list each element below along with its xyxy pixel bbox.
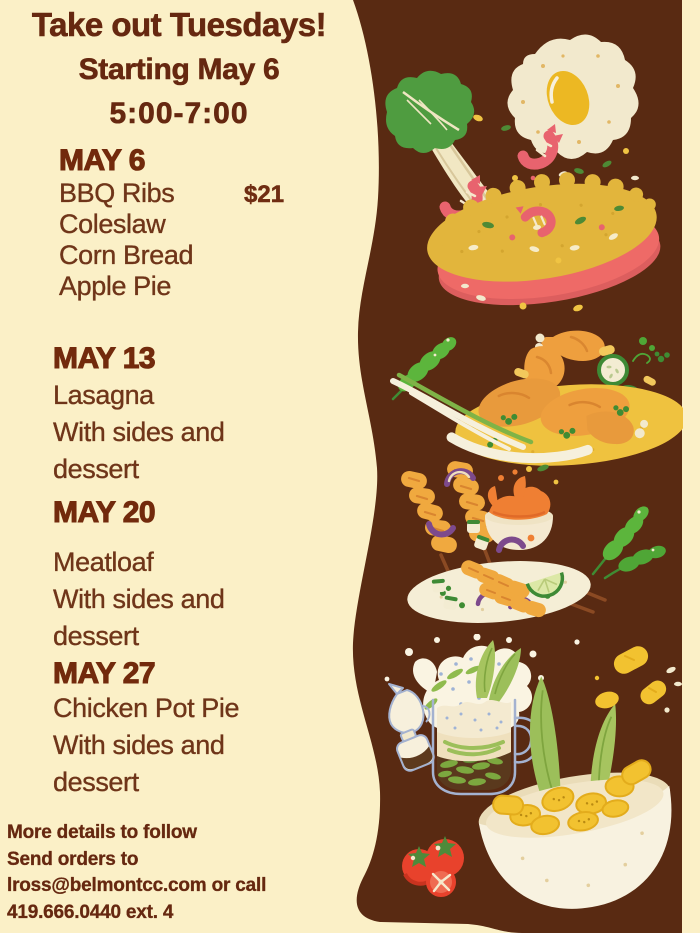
menu-date: MAY 27 <box>53 657 156 690</box>
footer-line: 419.666.0440 ext. 4 <box>7 901 174 923</box>
menu-item: Lasagna <box>53 380 154 410</box>
menu-item: With sides and <box>53 584 225 614</box>
flyer-title: Take out Tuesdays! <box>31 6 327 43</box>
menu-item: With sides and <box>53 730 225 760</box>
footer-line: lross@belmontcc.com or call <box>7 875 267 896</box>
footer-line: Send orders to <box>7 848 139 870</box>
menu-section-may-6 <box>59 144 285 302</box>
menu-item: dessert <box>53 454 139 484</box>
footer-line: More details to follow <box>7 822 197 843</box>
menu-line <box>59 178 285 209</box>
menu-item: Corn Bread <box>59 240 194 270</box>
menu-item: Coleslaw <box>59 209 166 239</box>
menu-item: dessert <box>53 621 139 651</box>
menu-date: MAY 20 <box>53 496 156 529</box>
menu-item: BBQ Ribs <box>59 178 175 208</box>
menu-item: Chicken Pot Pie <box>53 693 240 723</box>
menu-date: MAY 6 <box>59 144 145 177</box>
header <box>0 2 358 136</box>
menu-item: dessert <box>53 767 139 797</box>
menu-section-may-27 <box>53 658 239 801</box>
menu-item: With sides and <box>53 417 225 447</box>
menu-item: Apple Pie <box>59 271 171 301</box>
menu-section-may-13 <box>53 341 224 488</box>
menu-item: Meatloaf <box>53 547 154 577</box>
menu-section-may-20 <box>53 495 224 655</box>
price-label: $21 <box>244 181 285 208</box>
flyer-time: 5:00-7:00 <box>109 97 249 130</box>
footer-contact <box>7 820 266 926</box>
menu-date: MAY 13 <box>53 342 156 375</box>
flyer-subtitle: Starting May 6 <box>78 53 280 86</box>
